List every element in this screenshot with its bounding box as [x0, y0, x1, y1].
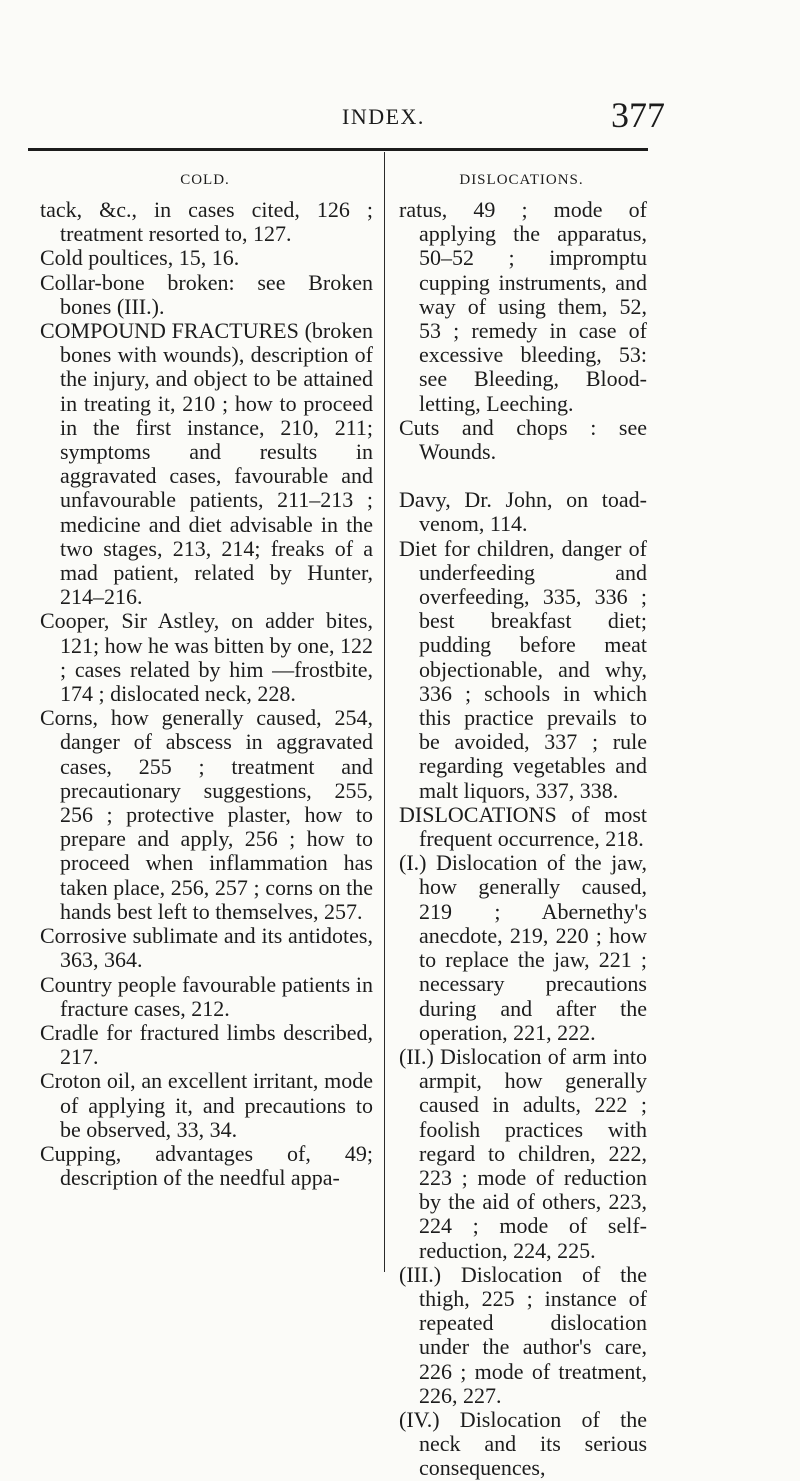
index-entry: COMPOUND FRACTURES (broken bones with wounds), description of the injury, and object to be attained in treating it, 210 ; how to proceed in the first instance, 210, 211; symptoms and results in aggravated cases, favourable and unfavourable patients, 211–213 ; medicine and diet advisable in the two stages, 213, 214; freaks of a mad patient, related by Hunter, 214–216. [40, 318, 373, 610]
index-entry: Country people favourable patients in fracture cases, 212. [40, 971, 373, 1021]
entry-gap [399, 464, 647, 488]
index-entry: Cold poultices, 15, 16. [40, 245, 240, 271]
index-entry: Diet for children, danger of underfeeding and overfeeding, 335, 336 ; best breakfast diet; pudding before meat objectionable, and why, 336 ; schools in which this practice prevails to be avoided, 337 ; rule regarding vegetables and malt liquors, 337, 338. [399, 535, 647, 803]
index-entry: Cooper, Sir Astley, on adder bites, 121; how he was bitten by one, 122 ; cases related by him —frostbite, 174 ; dislocated neck, 228. [40, 608, 373, 707]
right-column [399, 168, 647, 1481]
index-entry: DISLOCATIONS of most frequent occurrence, 218. [399, 801, 647, 852]
right-column-head: DISLOCATIONS. [459, 172, 584, 188]
index-entry: Corns, how generally caused, 254, danger of abscess in aggravated cases, 255 ; treatment and precautionary suggestions, 255, 256 ; protective plaster, how to prepare and apply, 256 ; how to proceed when inflammation has taken place, 256, 257 ; corns on the hands best left to themselves, 257. [40, 705, 373, 924]
index-entry: Davy, Dr. John, on toad-venom, 114. [399, 487, 647, 537]
index-entry: Collar-bone broken: see Broken bones (III.). [40, 269, 373, 319]
index-entry: Cupping, advantages of, 49; description of the needful appa- [40, 1140, 373, 1191]
header-rule [28, 148, 648, 151]
left-column-head: COLD. [180, 172, 230, 188]
index-entry: Corrosive sublimate and its antidotes, 363, 364. [40, 923, 373, 973]
left-column [40, 168, 373, 1190]
index-entry: tack, &c., in cases cited, 126 ; treatment resorted to, 127. [40, 197, 373, 247]
column-divider [384, 152, 385, 1272]
index-entry: (I.) Dislocation of the jaw, how generally caused, 219 ; Abernethy's anecdote, 219, 220 ; how to replace the jaw, 221 ; necessary precautions during and after the operation, 221, 222. [399, 850, 647, 1045]
index-entry: Cuts and chops : see Wounds. [399, 414, 647, 465]
running-head [0, 95, 800, 136]
index-entry: (III.) Dislocation of the thigh, 225 ; instance of repeated dislocation under the author's care, 226 ; mode of treatment, 226, 227. [399, 1261, 647, 1408]
index-entry: Cradle for fractured limbs described, 217. [40, 1019, 373, 1070]
index-entry: (II.) Dislocation of arm into armpit, how generally caused in adults, 222 ; foolish practices with regard to children, 222, 223 ; mode of reduction by the aid of others, 223, 224 ; mode of self-reduction, 224, 225. [399, 1043, 647, 1263]
page-number: 377 [611, 95, 665, 135]
index-entry: Croton oil, an excellent irritant, mode of applying it, and precautions to be observed, 33, 34. [40, 1068, 373, 1142]
running-title: INDEX. [342, 104, 425, 129]
index-entry: (IV.) Dislocation of the neck and its serious consequences, [399, 1406, 647, 1481]
index-entry: ratus, 49 ; mode of applying the apparatus, 50–52 ; impromptu cupping instruments, and way of using them, 52, 53 ; remedy in case of excessive bleeding, 53: see Bleeding, Blood-letting, Leeching. [399, 197, 647, 416]
